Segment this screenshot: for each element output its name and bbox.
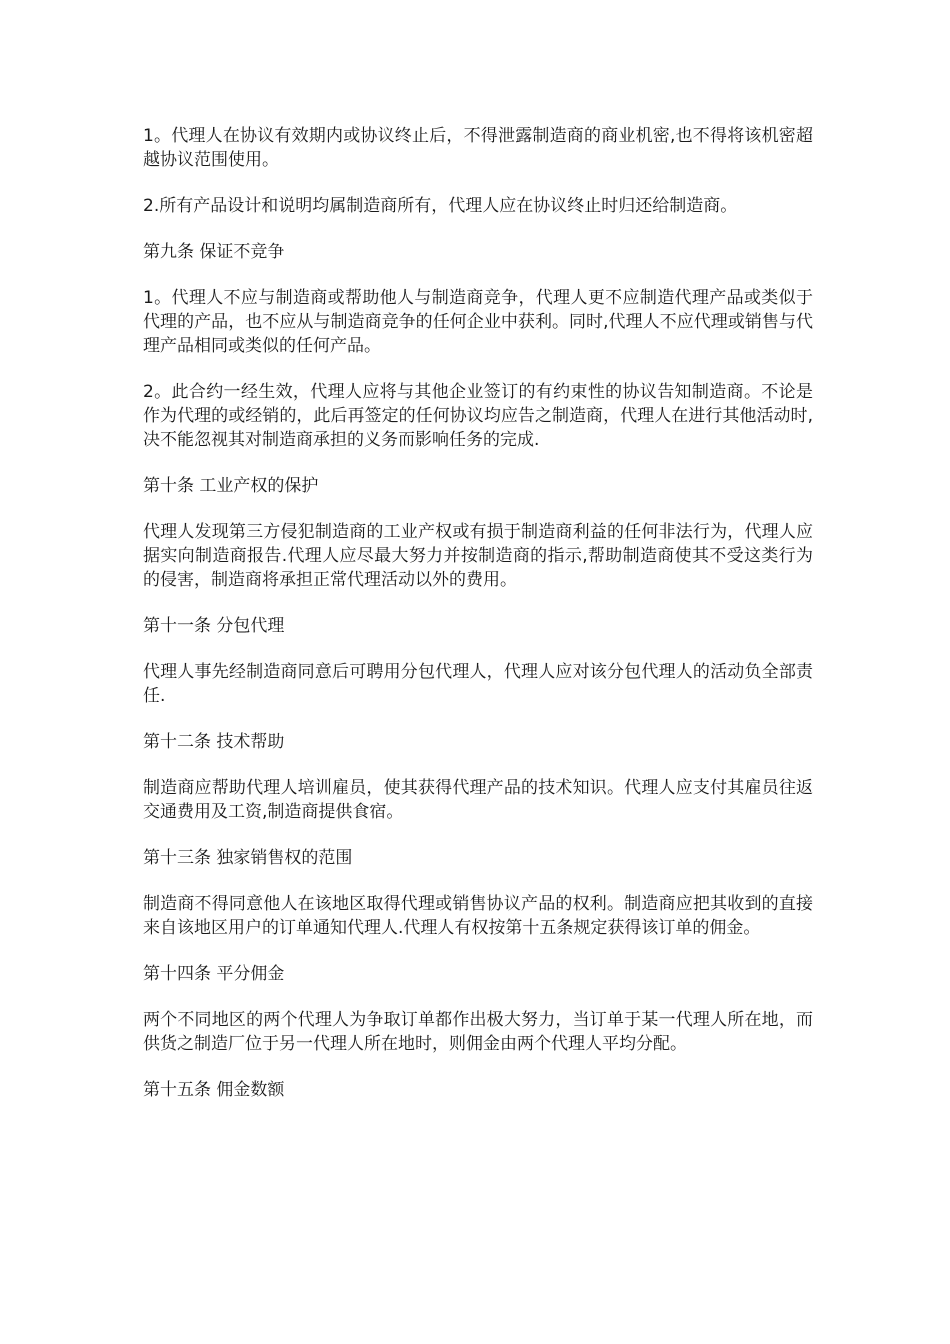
clause-paragraph: 代理人发现第三方侵犯制造商的工业产权或有损于制造商利益的任何非法行为，代理人应据实向制造商报告.代理人应尽最大努力并按制造商的指示,帮助制造商使其不受这类行为的侵害，制造商将承担正常代理活动以外的费用。 xyxy=(143,522,813,590)
document-body xyxy=(143,124,813,1124)
clause-paragraph: 1。代理人在协议有效期内或协议终止后，不得泄露制造商的商业机密,也不得将该机密超越协议范围使用。 xyxy=(143,126,813,170)
article-heading: 第十二条 技术帮助 xyxy=(143,732,285,752)
clause-paragraph: 2.所有产品设计和说明均属制造商所有，代理人应在协议终止时归还给制造商。 xyxy=(143,196,738,216)
article-heading: 第九条 保证不竞争 xyxy=(143,242,285,262)
article-heading: 第十一条 分包代理 xyxy=(143,616,285,636)
article-heading: 第十五条 佣金数额 xyxy=(143,1080,285,1100)
clause-paragraph: 制造商应帮助代理人培训雇员，使其获得代理产品的技术知识。代理人应支付其雇员往返交通费用及工资,制造商提供食宿。 xyxy=(143,778,813,822)
article-heading: 第十四条 平分佣金 xyxy=(143,964,285,984)
clause-paragraph: 1。代理人不应与制造商或帮助他人与制造商竞争，代理人更不应制造代理产品或类似于代理的产品，也不应从与制造商竞争的任何企业中获利。同时,代理人不应代理或销售与代理产品相同或类似的任何产品。 xyxy=(143,288,813,356)
clause-paragraph: 2。此合约一经生效，代理人应将与其他企业签订的有约束性的协议告知制造商。不论是作为代理的或经销的，此后再签定的任何协议均应告之制造商，代理人在进行其他活动时,决不能忽视其对制造商承担的义务而影响任务的完成. xyxy=(143,382,813,450)
article-heading: 第十条 工业产权的保护 xyxy=(143,476,319,496)
clause-paragraph: 两个不同地区的两个代理人为争取订单都作出极大努力，当订单于某一代理人所在地，而供货之制造厂位于另一代理人所在地时，则佣金由两个代理人平均分配。 xyxy=(143,1010,813,1054)
clause-paragraph: 代理人事先经制造商同意后可聘用分包代理人，代理人应对该分包代理人的活动负全部责任. xyxy=(143,662,813,706)
article-heading: 第十三条 独家销售权的范围 xyxy=(143,848,353,868)
clause-paragraph: 制造商不得同意他人在该地区取得代理或销售协议产品的权利。制造商应把其收到的直接来自该地区用户的订单通知代理人.代理人有权按第十五条规定获得该订单的佣金。 xyxy=(143,894,813,938)
